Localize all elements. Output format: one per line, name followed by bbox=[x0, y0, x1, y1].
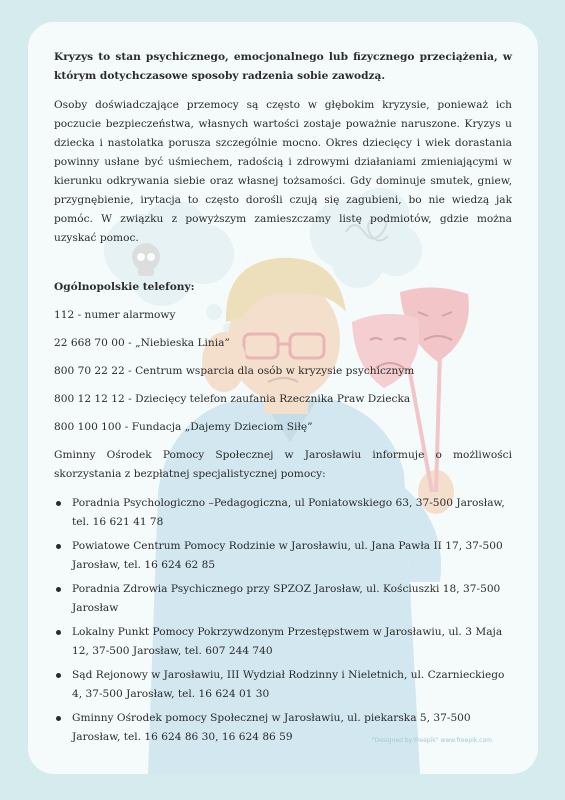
phone-line: 800 12 12 12 - Dziecięcy telefon zaufania Rzecznika Praw Dziecka bbox=[54, 393, 411, 405]
national-phones-title: Ogólnopolskie telefony: bbox=[54, 281, 195, 293]
list-item: Poradnia Psychologiczno –Pedagogiczna, ul Poniatowskiego 63, 37-500 Jarosław, tel. 16 621 41 78 bbox=[54, 494, 512, 532]
document-body bbox=[54, 48, 512, 752]
local-help-intro: Gminny Ośrodek Pomocy Społecznej w Jarosławiu informuje o możliwości skorzystania z bezpłatnej specjalistycznej pomocy: bbox=[54, 449, 512, 480]
intro-paragraph: Osoby doświadczające przemocy są często w głębokim kryzysie, ponieważ ich poczucie bezpieczeństwa, własnych wartości zostaje poważnie naruszone. Kryzys u dziecka i nastolatka porusza szczególnie mocno. Okres dziecięcy i wiek dorastania powinny usłane być uśmiechem, radością i zdrowymi działaniami zmieniającymi w kierunku odkrywania siebie oraz własnej tożsamości. Gdy dominuje smutek, gniew, przygnębienie, irytacja to często dorośli czują się zagubieni, bo nie wiedzą jak pomóc. W związku z powyższym zamieszczamy listę podmiotów, gdzie można uzyskać pomoc. bbox=[54, 99, 512, 244]
lead-definition: Kryzys to stan psychicznego, emocjonalnego lub fizycznego przeciążenia, w którym dotychczasowe sposoby radzenia sobie zawodzą. bbox=[54, 51, 512, 82]
page-card bbox=[28, 22, 538, 774]
phone-line: 800 70 22 22 - Centrum wsparcia dla osób w kryzysie psychicznym bbox=[54, 365, 415, 377]
phone-line: 112 - numer alarmowy bbox=[54, 309, 176, 321]
list-item: Lokalny Punkt Pomocy Pokrzywdzonym Przestępstwem w Jarosławiu, ul. 3 Maja 12, 37-500 Jarosław, tel. 607 244 740 bbox=[54, 623, 512, 661]
list-item: Gminny Ośrodek pomocy Społecznej w Jarosławiu, ul. piekarska 5, 37-500 Jarosław, tel. 16 624 86 30, 16 624 86 59 bbox=[54, 709, 512, 747]
list-item: Poradnia Zdrowia Psychicznego przy SPZOZ Jarosław, ul. Kościuszki 18, 37-500 Jarosław bbox=[54, 580, 512, 618]
freepik-credit: "Designed by Freepik" www.freepik.com bbox=[371, 737, 492, 744]
phone-line: 800 100 100 - Fundacja „Dajemy Dzieciom Siłę” bbox=[54, 421, 313, 433]
phone-line: 22 668 70 00 - „Niebieska Linia” bbox=[54, 337, 230, 349]
list-item: Sąd Rejonowy w Jarosławiu, III Wydział Rodzinny i Nieletnich, ul. Czarnieckiego 4, 37-500 Jarosław, tel. 16 624 01 30 bbox=[54, 666, 512, 704]
local-help-list bbox=[54, 494, 512, 747]
list-item: Powiatowe Centrum Pomocy Rodzinie w Jarosławiu, ul. Jana Pawła II 17, 37-500 Jarosław, tel. 16 624 62 85 bbox=[54, 537, 512, 575]
